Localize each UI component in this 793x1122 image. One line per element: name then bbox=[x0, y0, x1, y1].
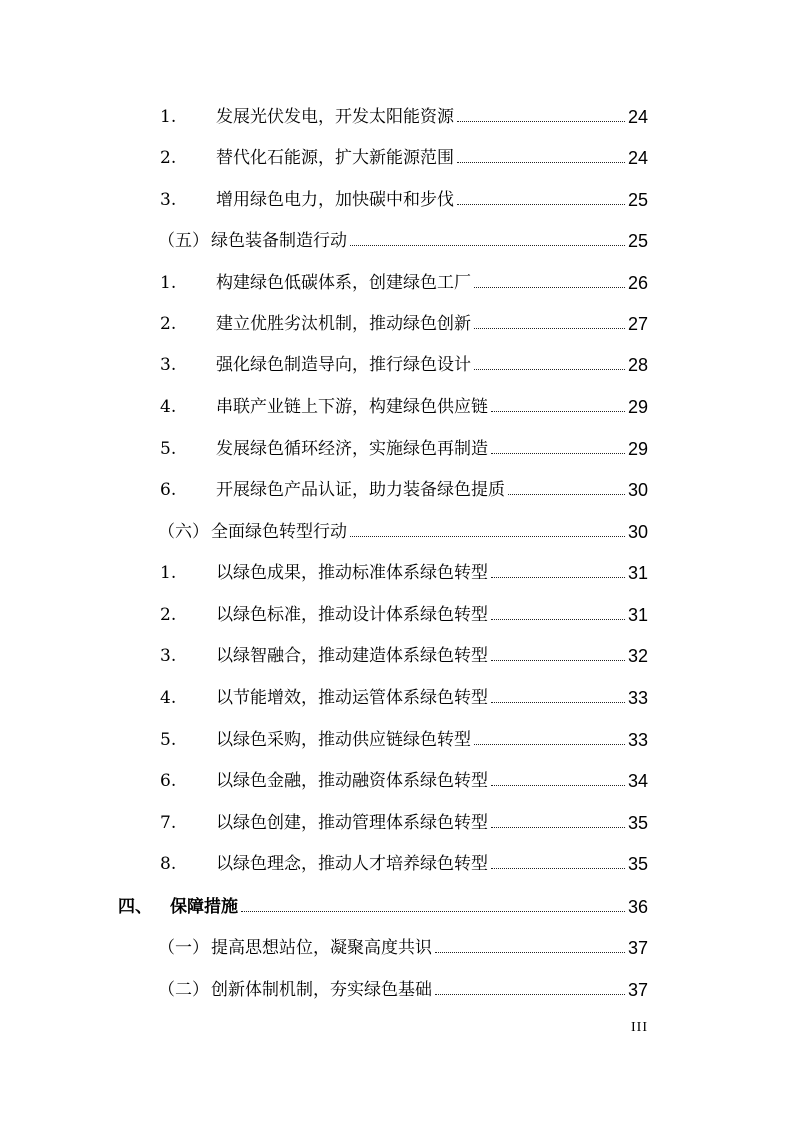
toc-entry-page: 26 bbox=[627, 273, 648, 293]
toc-entry-page: 29 bbox=[627, 397, 648, 417]
toc-entry[interactable] bbox=[160, 264, 648, 294]
toc-entry-number: 2. bbox=[160, 314, 177, 334]
toc-entry[interactable] bbox=[160, 721, 648, 751]
dot-leader bbox=[474, 744, 625, 745]
toc-entry[interactable] bbox=[160, 430, 648, 460]
toc-entry-title: 开展绿色产品认证，助力装备绿色提质 bbox=[216, 480, 505, 500]
toc-entry-number: 3. bbox=[160, 190, 177, 210]
toc-entry[interactable] bbox=[160, 637, 648, 667]
toc-entry-title: 以绿色成果，推动标准体系绿色转型 bbox=[216, 563, 488, 583]
dot-leader bbox=[491, 785, 625, 786]
toc-entry-chapter[interactable] bbox=[118, 888, 648, 918]
toc-entry[interactable] bbox=[160, 181, 648, 211]
toc-entry-number: 1. bbox=[160, 107, 177, 127]
toc-entry-page: 25 bbox=[627, 231, 648, 251]
toc-entry-title: 强化绿色制造导向，推行绿色设计 bbox=[216, 355, 471, 375]
toc-entry-page: 36 bbox=[627, 897, 648, 917]
dot-leader bbox=[491, 411, 625, 412]
toc-entry-page: 33 bbox=[627, 688, 648, 708]
toc-entry-number: 四、 bbox=[118, 897, 152, 917]
toc-entry-title: 发展光伏发电，开发太阳能资源 bbox=[216, 107, 454, 127]
toc-entry-page: 30 bbox=[627, 522, 648, 542]
toc-entry-page: 37 bbox=[627, 980, 648, 1000]
toc-entry-title: 以绿色理念，推动人才培养绿色转型 bbox=[216, 854, 488, 874]
toc-entry-section[interactable] bbox=[158, 929, 648, 959]
toc-entry-title: 绿色装备制造行动 bbox=[211, 231, 347, 251]
toc-entry-number: 6. bbox=[160, 771, 177, 791]
toc-entry-title: 以绿色标准，推动设计体系绿色转型 bbox=[216, 605, 488, 625]
toc-entry-page: 24 bbox=[627, 148, 648, 168]
toc-entry-title: 以绿色创建，推动管理体系绿色转型 bbox=[216, 813, 488, 833]
toc-entry-section[interactable] bbox=[158, 222, 648, 252]
toc-entry-number: 7. bbox=[160, 813, 177, 833]
toc-entry-page: 31 bbox=[627, 605, 648, 625]
toc-entry-number: 8. bbox=[160, 854, 177, 874]
dot-leader bbox=[491, 453, 625, 454]
dot-leader bbox=[435, 994, 625, 995]
toc-entry-page: 25 bbox=[627, 190, 648, 210]
dot-leader bbox=[474, 287, 625, 288]
toc-entry-title: 以绿色采购，推动供应链绿色转型 bbox=[216, 730, 471, 750]
toc-entry-page: 34 bbox=[627, 771, 648, 791]
toc-entry-number: （二） bbox=[158, 980, 209, 1000]
toc-entry[interactable] bbox=[160, 388, 648, 418]
toc-entry-title: 替代化石能源，扩大新能源范围 bbox=[216, 148, 454, 168]
dot-leader bbox=[350, 245, 625, 246]
toc-entry-title: 构建绿色低碳体系，创建绿色工厂 bbox=[216, 273, 471, 293]
dot-leader bbox=[435, 952, 625, 953]
toc-entry-title: 以节能增效，推动运管体系绿色转型 bbox=[216, 688, 488, 708]
toc-entry-page: 28 bbox=[627, 355, 648, 375]
dot-leader bbox=[491, 827, 625, 828]
toc-entry-number: 5. bbox=[160, 439, 177, 459]
toc-entry[interactable] bbox=[160, 679, 648, 709]
toc-entry-page: 35 bbox=[627, 813, 648, 833]
toc-entry-number: 4. bbox=[160, 397, 177, 417]
toc-entry-title: 保障措施 bbox=[170, 897, 238, 917]
toc-entry-page: 31 bbox=[627, 563, 648, 583]
page-number-footer: III bbox=[631, 1020, 648, 1035]
dot-leader bbox=[241, 911, 625, 912]
toc-entry-page: 37 bbox=[627, 938, 648, 958]
toc-entry-page: 29 bbox=[627, 439, 648, 459]
toc-entry[interactable] bbox=[160, 845, 648, 875]
toc-entry-page: 35 bbox=[627, 854, 648, 874]
toc-entry-title: 全面绿色转型行动 bbox=[211, 522, 347, 542]
toc-entry-number: （一） bbox=[158, 938, 209, 958]
toc-entry-number: 3. bbox=[160, 355, 177, 375]
toc-entry-number: （五） bbox=[158, 231, 209, 251]
dot-leader bbox=[508, 494, 625, 495]
toc-entry[interactable] bbox=[160, 596, 648, 626]
dot-leader bbox=[491, 660, 625, 661]
dot-leader bbox=[457, 121, 625, 122]
toc-entry-page: 27 bbox=[627, 314, 648, 334]
toc-entry-section[interactable] bbox=[158, 513, 648, 543]
dot-leader bbox=[491, 619, 625, 620]
toc-entry-title: 建立优胜劣汰机制，推动绿色创新 bbox=[216, 314, 471, 334]
toc-entry-number: 3. bbox=[160, 646, 177, 666]
toc-entry-number: 2. bbox=[160, 148, 177, 168]
toc-entry-number: 1. bbox=[160, 273, 177, 293]
toc-entry[interactable] bbox=[160, 346, 648, 376]
toc-entry-number: 6. bbox=[160, 480, 177, 500]
dot-leader bbox=[491, 868, 625, 869]
toc-entry-page: 24 bbox=[627, 107, 648, 127]
toc-entry-number: 5. bbox=[160, 730, 177, 750]
dot-leader bbox=[474, 328, 625, 329]
toc-entry[interactable] bbox=[160, 554, 648, 584]
toc-entry-title: 以绿色金融，推动融资体系绿色转型 bbox=[216, 771, 488, 791]
dot-leader bbox=[457, 204, 625, 205]
toc-entry-number: 4. bbox=[160, 688, 177, 708]
toc-entry[interactable] bbox=[160, 139, 648, 169]
toc-entry[interactable] bbox=[160, 804, 648, 834]
toc-entry-title: 以绿智融合，推动建造体系绿色转型 bbox=[216, 646, 488, 666]
toc-entry-page: 33 bbox=[627, 730, 648, 750]
toc-entry-section[interactable] bbox=[158, 971, 648, 1001]
toc-entry-number: （六） bbox=[158, 522, 209, 542]
toc-entry-number: 2. bbox=[160, 605, 177, 625]
toc-entry-title: 发展绿色循环经济，实施绿色再制造 bbox=[216, 439, 488, 459]
toc-entry-number: 1. bbox=[160, 563, 177, 583]
dot-leader bbox=[474, 369, 625, 370]
dot-leader bbox=[350, 536, 625, 537]
toc-entry-title: 串联产业链上下游，构建绿色供应链 bbox=[216, 397, 488, 417]
dot-leader bbox=[491, 702, 625, 703]
dot-leader bbox=[457, 162, 625, 163]
dot-leader bbox=[491, 577, 625, 578]
toc-entry[interactable] bbox=[160, 305, 648, 335]
toc-entry-title: 增用绿色电力，加快碳中和步伐 bbox=[216, 190, 454, 210]
toc-entry[interactable] bbox=[160, 762, 648, 792]
toc-entry[interactable] bbox=[160, 471, 648, 501]
toc-entry-title: 提高思想站位，凝聚高度共识 bbox=[211, 938, 432, 958]
toc-entry-title: 创新体制机制，夯实绿色基础 bbox=[211, 980, 432, 1000]
toc-entry-page: 32 bbox=[627, 646, 648, 666]
toc-entry-page: 30 bbox=[627, 480, 648, 500]
toc-entry[interactable] bbox=[160, 98, 648, 128]
